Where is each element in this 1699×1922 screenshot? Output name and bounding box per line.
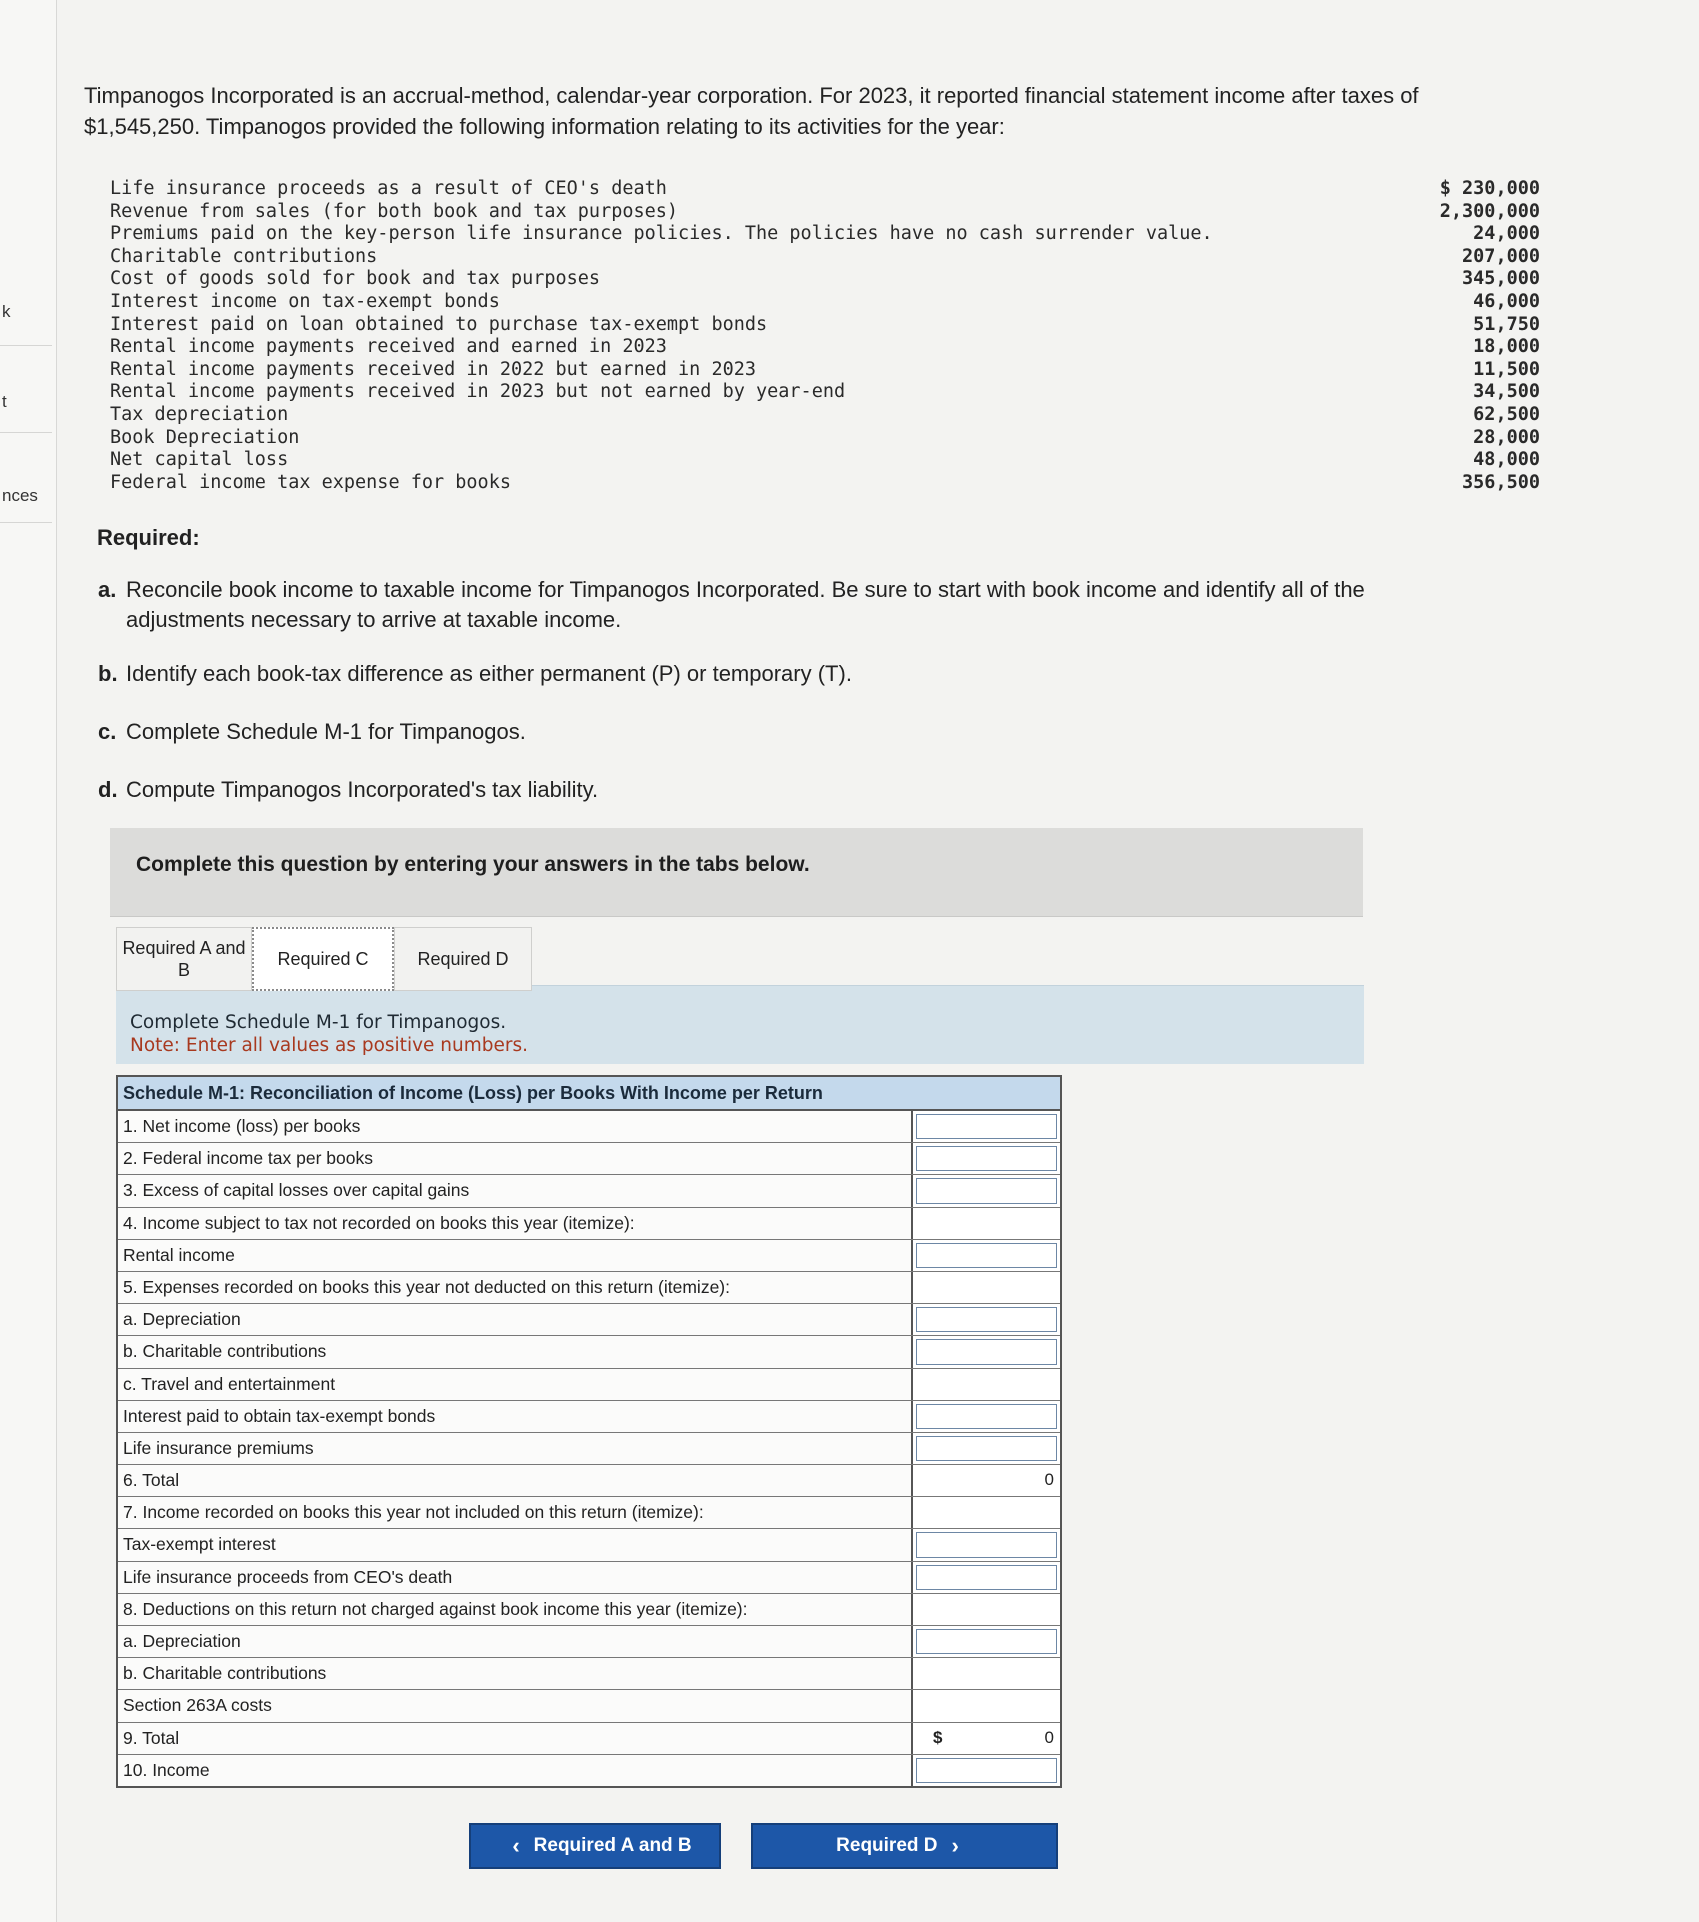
- fact-row: [110, 246, 1540, 269]
- sidebar-divider: [0, 345, 52, 346]
- fact-value: 18,000: [1473, 336, 1540, 358]
- fact-label: Book Depreciation: [110, 426, 300, 448]
- fact-value: 28,000: [1473, 426, 1540, 448]
- required-item-text: Identify each book-tax difference as either permanent (P) or temporary (T).: [126, 661, 852, 686]
- fact-label: Revenue from sales (for both book and tax purposes): [110, 200, 679, 222]
- schedule-row-label: Tax-exempt interest: [118, 1529, 913, 1560]
- schedule-amount-input[interactable]: [913, 1562, 1060, 1593]
- fact-label: Rental income payments received in 2023 but not earned by year-end: [110, 381, 846, 403]
- schedule-row: [118, 1272, 1060, 1304]
- schedule-row: [118, 1304, 1060, 1336]
- fact-row: [110, 381, 1540, 404]
- prev-tab-label: Required A and B: [533, 1835, 692, 1856]
- fact-label: Interest paid on loan obtained to purchase tax-exempt bonds: [110, 313, 768, 335]
- fact-label: Cost of goods sold for book and tax purposes: [110, 268, 601, 290]
- schedule-row: [118, 1433, 1060, 1465]
- fact-value: 2,300,000: [1439, 200, 1540, 222]
- schedule-amount-input[interactable]: [913, 1433, 1060, 1464]
- fact-row: [110, 404, 1540, 427]
- fact-label: Net capital loss: [110, 449, 289, 471]
- fact-row: [110, 336, 1540, 359]
- fact-value: 207,000: [1462, 245, 1540, 267]
- fact-row: [110, 223, 1540, 246]
- fact-row: [110, 201, 1540, 224]
- facts-list: [110, 178, 1540, 494]
- schedule-row: [118, 1529, 1060, 1561]
- prev-tab-button[interactable]: [469, 1823, 721, 1869]
- schedule-row: [118, 1369, 1060, 1401]
- fact-row: [110, 291, 1540, 314]
- required-item: [98, 659, 1478, 689]
- fact-label: Life insurance proceeds as a result of CEO's death: [110, 178, 667, 199]
- required-item: [98, 775, 1478, 805]
- schedule-row-label: a. Depreciation: [118, 1304, 913, 1335]
- schedule-amount-value: 0: [1044, 1470, 1054, 1490]
- schedule-row-label: 10. Income: [118, 1755, 913, 1786]
- schedule-note: Note: Enter all values as positive numbers.: [130, 1035, 529, 1056]
- required-list: [98, 575, 1478, 805]
- schedule-row: [118, 1755, 1060, 1786]
- chevron-left-icon: ‹: [512, 1833, 520, 1858]
- fact-label: Charitable contributions: [110, 245, 378, 267]
- schedule-row: [118, 1240, 1060, 1272]
- schedule-amount-cell: [913, 1369, 1060, 1400]
- schedule-instruction: Complete Schedule M-1 for Timpanogos.: [130, 1012, 507, 1033]
- schedule-amount-input[interactable]: [913, 1755, 1060, 1786]
- fact-row: [110, 359, 1540, 382]
- schedule-row: [118, 1497, 1060, 1529]
- sidebar-fragment[interactable]: k: [2, 302, 11, 321]
- sidebar-fragment[interactable]: nces: [2, 486, 38, 505]
- tab-required-c[interactable]: Required C: [252, 927, 394, 991]
- schedule-row-label: Interest paid to obtain tax-exempt bonds: [118, 1401, 913, 1432]
- instruction-text: Complete this question by entering your answers in the tabs below.: [136, 853, 810, 876]
- required-item-letter: c.: [98, 719, 117, 744]
- schedule-row: [118, 1723, 1060, 1755]
- required-heading: Required:: [97, 525, 200, 550]
- fact-label: Tax depreciation: [110, 403, 289, 425]
- schedule-row: [118, 1562, 1060, 1594]
- problem-intro: Timpanogos Incorporated is an accrual-method, calendar-year corporation. For 2023, it reported financial statement income after taxes of $1,545,250. Timpanogos provided the following information relating to its activities for the year:: [84, 83, 1419, 139]
- fact-label: Interest income on tax-exempt bonds: [110, 290, 500, 312]
- fact-value: 356,500: [1462, 471, 1540, 493]
- required-item: [98, 717, 1478, 747]
- schedule-row: [118, 1336, 1060, 1368]
- schedule-row-label: 2. Federal income tax per books: [118, 1143, 913, 1174]
- fact-row: [110, 472, 1540, 495]
- schedule-row: [118, 1175, 1060, 1207]
- fact-value: $ 230,000: [1439, 178, 1540, 199]
- schedule-row-label: 1. Net income (loss) per books: [118, 1111, 913, 1142]
- fact-row: [110, 427, 1540, 450]
- schedule-header: Schedule M-1: Reconciliation of Income (Loss) per Books With Income per Return: [118, 1077, 1060, 1111]
- schedule-row: [118, 1594, 1060, 1626]
- schedule-amount-input[interactable]: [913, 1336, 1060, 1367]
- required-item-letter: b.: [98, 661, 118, 686]
- schedule-row-label: 9. Total: [118, 1723, 913, 1754]
- schedule-row-label: Life insurance premiums: [118, 1433, 913, 1464]
- fact-row: [110, 314, 1540, 337]
- required-item-letter: a.: [98, 577, 117, 602]
- fact-value: 62,500: [1473, 403, 1540, 425]
- schedule-row-label: a. Depreciation: [118, 1626, 913, 1657]
- schedule-amount-input[interactable]: [913, 1240, 1060, 1271]
- schedule-amount-value: 0: [1044, 1727, 1054, 1747]
- schedule-row: [118, 1465, 1060, 1497]
- fact-value: 48,000: [1473, 449, 1540, 471]
- fact-value: 46,000: [1473, 290, 1540, 312]
- next-tab-label: Required D: [836, 1835, 938, 1856]
- schedule-row-label: 6. Total: [118, 1465, 913, 1496]
- schedule-note-box: [116, 985, 1364, 1064]
- fact-value: 34,500: [1473, 381, 1540, 403]
- sidebar-fragment[interactable]: t: [2, 392, 7, 411]
- currency-symbol: $: [933, 1727, 943, 1747]
- fact-row: [110, 449, 1540, 472]
- tab-required-d[interactable]: Required D: [394, 927, 532, 991]
- sidebar-divider: [0, 522, 52, 523]
- schedule-row-label: 3. Excess of capital losses over capital gains: [118, 1175, 913, 1206]
- schedule-row-label: Life insurance proceeds from CEO's death: [118, 1562, 913, 1593]
- schedule-amount-cell: [913, 1594, 1060, 1625]
- schedule-amount-cell: [913, 1723, 1060, 1754]
- schedule-amount-cell: [913, 1272, 1060, 1303]
- schedule-m1-table: [116, 1075, 1062, 1788]
- fact-value: 51,750: [1473, 313, 1540, 335]
- schedule-row: [118, 1401, 1060, 1433]
- schedule-row-label: 8. Deductions on this return not charged against book income this year (itemize):: [118, 1594, 913, 1625]
- required-item-text: Complete Schedule M-1 for Timpanogos.: [126, 719, 526, 744]
- fact-label: Rental income payments received and earned in 2023: [110, 336, 667, 358]
- schedule-amount-input[interactable]: [913, 1143, 1060, 1174]
- schedule-amount-input[interactable]: [913, 1529, 1060, 1560]
- fact-value: 11,500: [1473, 358, 1540, 380]
- schedule-amount-cell: [913, 1658, 1060, 1689]
- schedule-row-label: c. Travel and entertainment: [118, 1369, 913, 1400]
- schedule-row: [118, 1143, 1060, 1175]
- required-item: [98, 575, 1478, 635]
- required-item-text: Reconcile book income to taxable income for Timpanogos Incorporated. Be sure to start with book income and identify all of the adjustments necessary to arrive at taxable income.: [126, 577, 1365, 632]
- schedule-amount-cell: [913, 1465, 1060, 1496]
- fact-value: 345,000: [1462, 268, 1540, 290]
- required-item-text: Compute Timpanogos Incorporated's tax liability.: [126, 777, 599, 802]
- chevron-right-icon: ›: [951, 1833, 959, 1858]
- fact-row: [110, 178, 1540, 201]
- schedule-row-label: Section 263A costs: [118, 1690, 913, 1721]
- schedule-row-label: 5. Expenses recorded on books this year not deducted on this return (itemize):: [118, 1272, 913, 1303]
- schedule-row-label: 7. Income recorded on books this year not included on this return (itemize):: [118, 1497, 913, 1528]
- schedule-amount-cell: [913, 1497, 1060, 1528]
- schedule-amount-input[interactable]: [913, 1626, 1060, 1657]
- required-item-letter: d.: [98, 777, 118, 802]
- fact-value: 24,000: [1473, 223, 1540, 245]
- schedule-row-label: b. Charitable contributions: [118, 1658, 913, 1689]
- fact-label: Federal income tax expense for books: [110, 471, 511, 493]
- schedule-row: [118, 1111, 1060, 1143]
- schedule-amount-cell: [913, 1690, 1060, 1721]
- schedule-row: [118, 1658, 1060, 1690]
- instruction-bar: [110, 828, 1363, 917]
- schedule-row: [118, 1690, 1060, 1722]
- fact-row: [110, 268, 1540, 291]
- schedule-row: [118, 1626, 1060, 1658]
- schedule-row-label: Rental income: [118, 1240, 913, 1271]
- schedule-amount-input[interactable]: [913, 1401, 1060, 1432]
- sidebar-divider: [0, 432, 52, 433]
- left-sidebar-edge: [0, 0, 57, 1922]
- next-tab-button[interactable]: [751, 1823, 1058, 1869]
- fact-label: Premiums paid on the key-person life insurance policies. The policies have no cash surrender value.: [110, 223, 1213, 245]
- fact-label: Rental income payments received in 2022 but earned in 2023: [110, 358, 757, 380]
- schedule-row: [118, 1208, 1060, 1240]
- schedule-amount-input[interactable]: [913, 1304, 1060, 1335]
- schedule-amount-input[interactable]: [913, 1111, 1060, 1142]
- schedule-amount-input[interactable]: [913, 1175, 1060, 1206]
- schedule-amount-cell: [913, 1208, 1060, 1239]
- schedule-row-label: b. Charitable contributions: [118, 1336, 913, 1367]
- schedule-row-label: 4. Income subject to tax not recorded on books this year (itemize):: [118, 1208, 913, 1239]
- tab-required-a-b[interactable]: Required A and B: [116, 927, 252, 991]
